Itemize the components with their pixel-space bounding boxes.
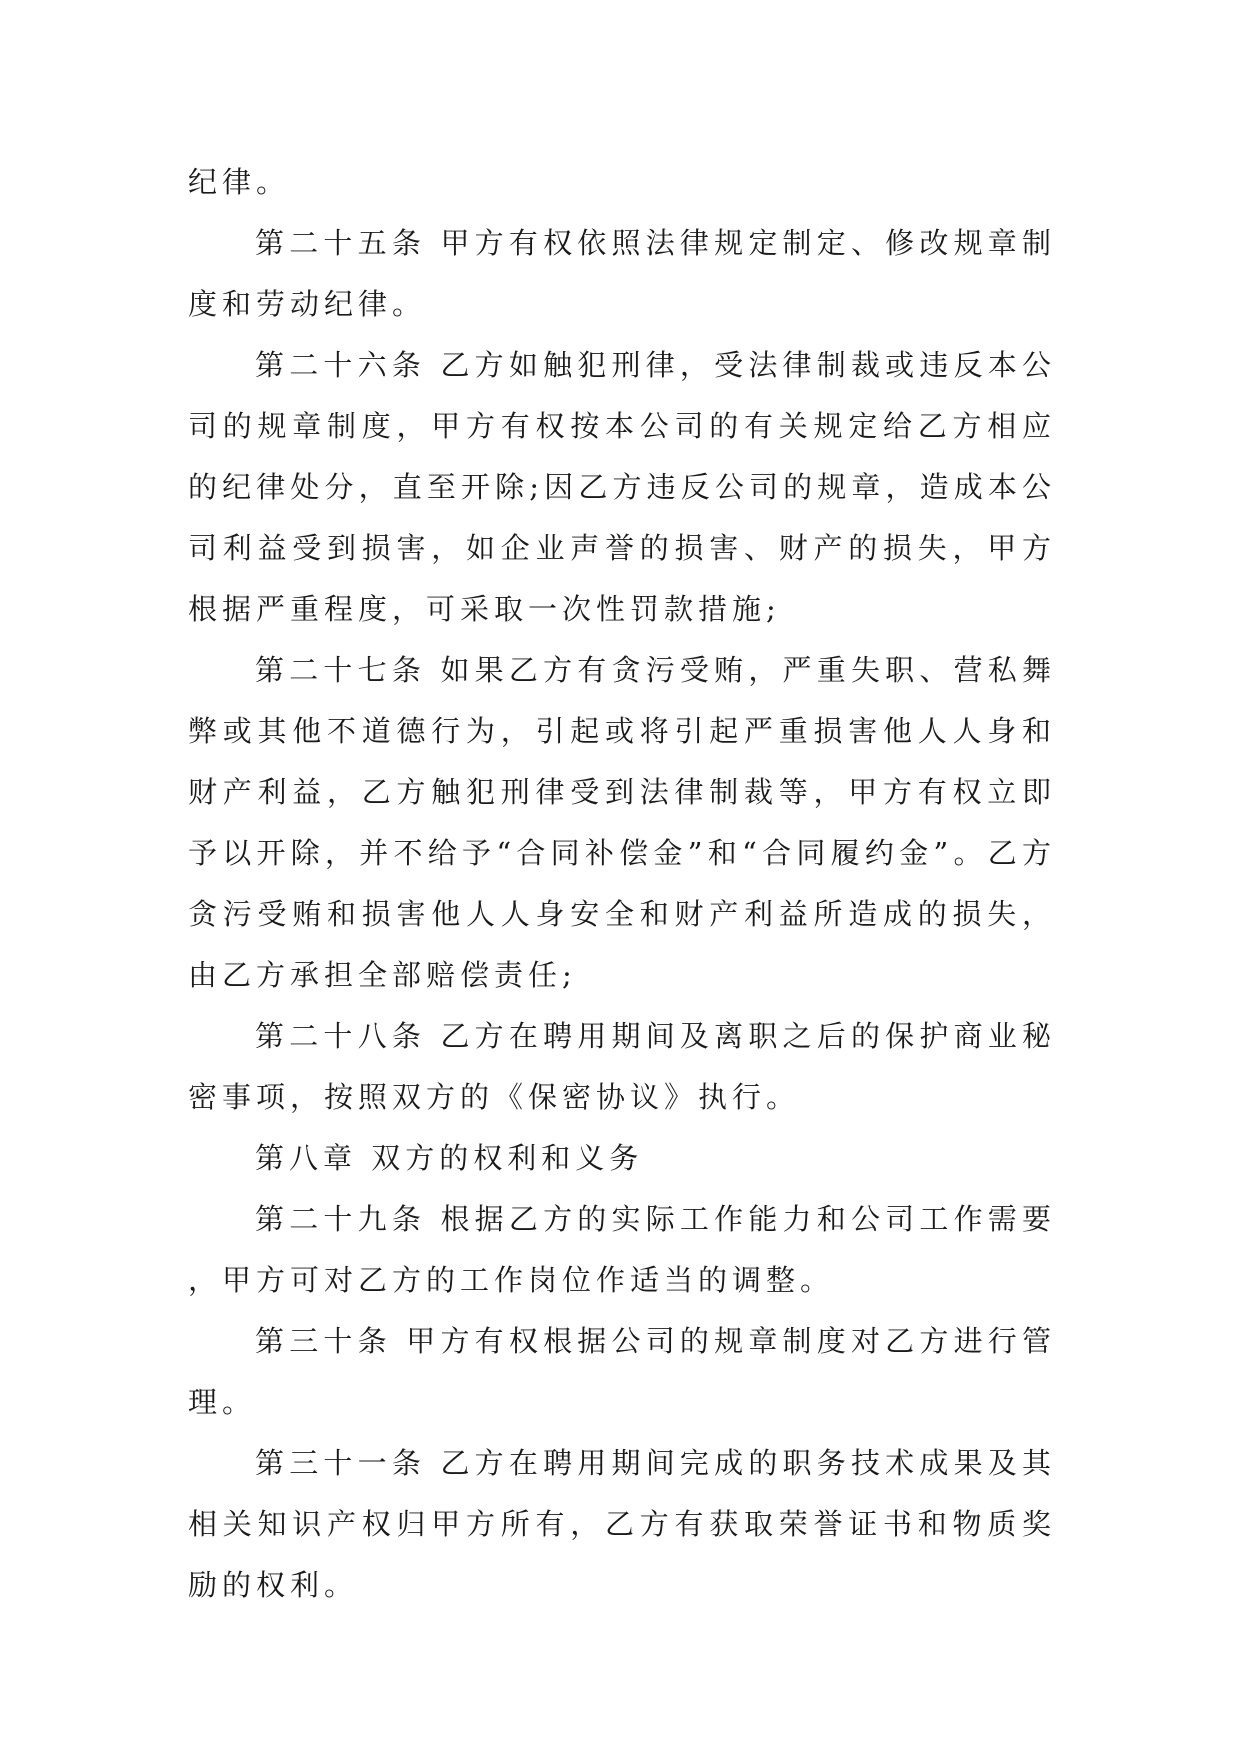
- paragraph-article-26: 第二十六条 乙方如触犯刑律，受法律制裁或违反本公司的规章制度，甲方有权按本公司的有关规定给乙方相应的纪律处分，直至开除;因乙方违反公司的规章，造成本公司利益受到损害，如企业声誉的损害、财产的损失，甲方根据严重程度，可采取一次性罚款措施;: [188, 348, 1056, 626]
- chapter-heading: 第八章 双方的权利和义务: [255, 1141, 644, 1175]
- paragraph-continuation: 纪律。: [188, 165, 291, 199]
- paragraph-article-27: 第二十七条 如果乙方有贪污受贿，严重失职、营私舞弊或其他不道德行为，引起或将引起严重损害他人人身和财产利益，乙方触犯刑律受到法律制裁等，甲方有权立即予以开除，并不给予“合同补偿金”和“合同履约金”。乙方贪污受贿和损害他人人身安全和财产利益所造成的损失，由乙方承担全部赔偿责任;: [188, 653, 1056, 992]
- paragraph-article-25: 第二十五条 甲方有权依照法律规定制定、修改规章制度和劳动纪律。: [188, 226, 1056, 321]
- document-body: [188, 152, 1056, 1616]
- paragraph-article-28: 第二十八条 乙方在聘用期间及离职之后的保护商业秘密事项，按照双方的《保密协议》执行。: [188, 1019, 1056, 1114]
- paragraph-article-29: 第二十九条 根据乙方的实际工作能力和公司工作需要，甲方可对乙方的工作岗位作适当的调整。: [188, 1202, 1056, 1297]
- paragraph-article-31: 第三十一条 乙方在聘用期间完成的职务技术成果及其相关知识产权归甲方所有，乙方有获取荣誉证书和物质奖励的权利。: [188, 1446, 1056, 1602]
- paragraph-article-30: 第三十条 甲方有权根据公司的规章制度对乙方进行管理。: [188, 1324, 1056, 1419]
